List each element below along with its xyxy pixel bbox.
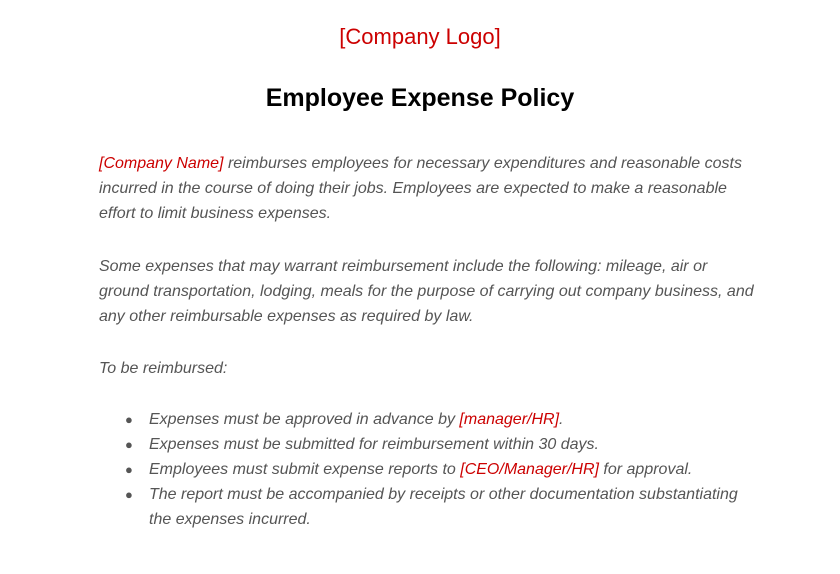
list-item [99,482,739,532]
list-item [99,457,739,482]
list-item-text: Employees must submit expense reports to [149,461,461,478]
expenses-paragraph: Some expenses that may warrant reimbursement include the following: mileage, air or ground transportation, lodging, meals for the purpose of carrying out company business, and any other reimbursable expenses as required by law. [99,258,754,325]
bullet-icon: ● [125,462,133,477]
list-item [99,407,739,432]
ceo-manager-hr-placeholder: [CEO/Manager/HR] [460,461,599,478]
reimbursed-heading: To be reimbursed: [99,360,228,377]
manager-hr-placeholder: [manager/HR] [459,411,560,428]
bullet-icon: ● [125,412,133,427]
list-item [99,432,739,457]
list-item-text-end: . [559,411,564,428]
bullet-icon: ● [125,437,133,452]
list-item-text: The report must be accompanied by receipts or other documentation substantiating the expenses incurred. [149,486,738,528]
bullet-icon: ● [125,487,133,502]
list-item-text: Expenses must be submitted for reimbursement within 30 days. [149,436,599,453]
company-logo-placeholder: [Company Logo] [339,24,501,49]
intro-text: reimburses employees for necessary expenditures and reasonable costs incurred in the course of doing their jobs. Employees are expected to make a reasonable effort to limit business expenses. [99,155,742,222]
intro-paragraph [99,151,759,226]
company-name-placeholder: [Company Name] [99,155,224,172]
list-item-text: Expenses must be approved in advance by [149,411,460,428]
page-title: Employee Expense Policy [265,84,575,112]
requirements-list [99,407,739,532]
list-item-text-end: for approval. [598,461,693,478]
